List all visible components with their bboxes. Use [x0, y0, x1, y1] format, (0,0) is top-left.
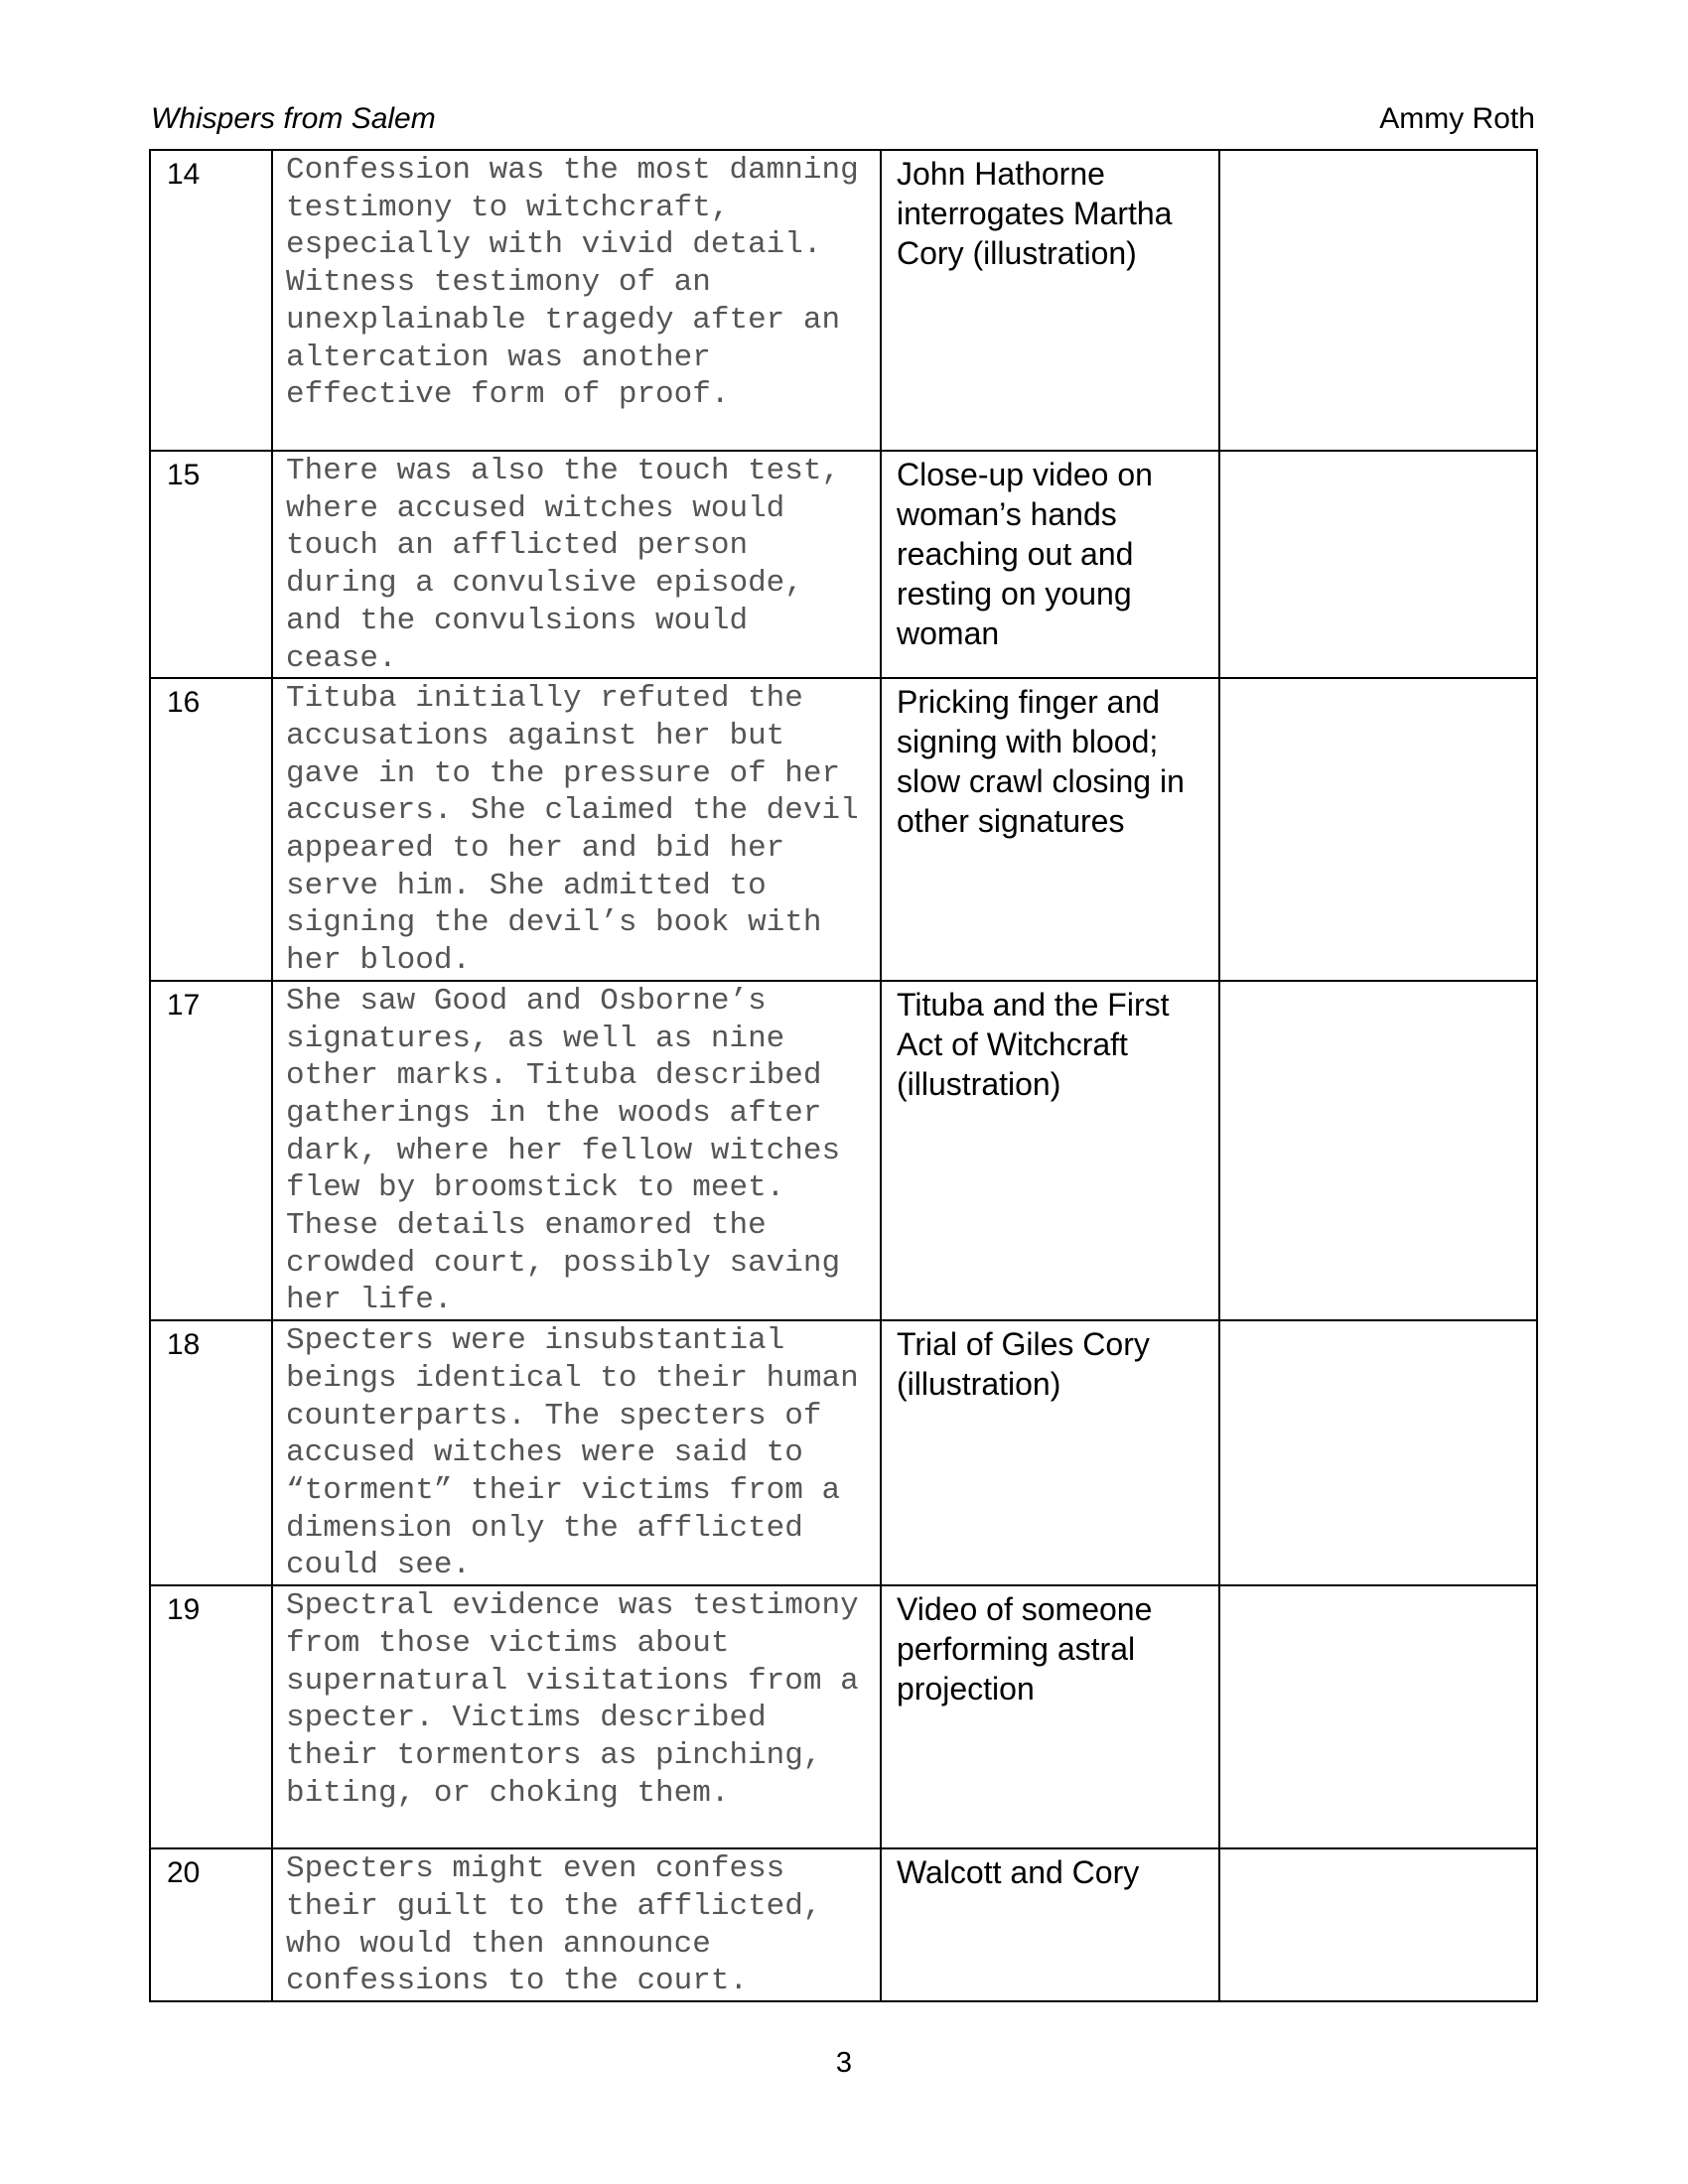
- row-number: 15: [150, 451, 272, 678]
- document-title: Whispers from Salem: [151, 102, 436, 135]
- narration-text: Tituba initially refuted the accusations against her but gave in to the pressure of her accusers. She claimed the devil appeared to her and bid her serve him. She admitted to signing the devil’s book with her blood.: [272, 678, 881, 981]
- table-row: [150, 1320, 1537, 1585]
- visual-description: Tituba and the First Act of Witchcraft (illustration): [881, 981, 1219, 1320]
- table-row: [150, 1585, 1537, 1848]
- narration-text: Specters might even confess their guilt to the afflicted, who would then announce confessions to the court.: [272, 1848, 881, 2001]
- row-number: 14: [150, 150, 272, 451]
- table-row: [150, 678, 1537, 981]
- table-row: [150, 451, 1537, 678]
- notes-cell: [1219, 1585, 1537, 1848]
- row-number: 16: [150, 678, 272, 981]
- notes-cell: [1219, 678, 1537, 981]
- narration-text: Confession was the most damning testimony to witchcraft, especially with vivid detail. Witness testimony of an unexplainable tragedy after an altercation was another effective form of proof.: [272, 150, 881, 451]
- row-number: 17: [150, 981, 272, 1320]
- table-row: [150, 150, 1537, 451]
- narration-text: She saw Good and Osborne’s signatures, as well as nine other marks. Tituba described gatherings in the woods after dark, where her fellow witches flew by broomstick to meet. These details enamored the crowded court, possibly saving her life.: [272, 981, 881, 1320]
- visual-description: Trial of Giles Cory (illustration): [881, 1320, 1219, 1585]
- table-row: [150, 1848, 1537, 2001]
- script-table: [149, 149, 1538, 2002]
- page-header: [149, 99, 1535, 139]
- visual-description: Pricking finger and signing with blood; slow crawl closing in other signatures: [881, 678, 1219, 981]
- narration-text: Spectral evidence was testimony from those victims about supernatural visitations from a specter. Victims described their tormentors as pinching, biting, or choking them.: [272, 1585, 881, 1848]
- narration-text: Specters were insubstantial beings identical to their human counterparts. The specters of accused witches were said to “torment” their victims from a dimension only the afflicted could see.: [272, 1320, 881, 1585]
- notes-cell: [1219, 1848, 1537, 2001]
- notes-cell: [1219, 451, 1537, 678]
- table-row: [150, 981, 1537, 1320]
- visual-description: Close-up video on woman’s hands reaching out and resting on young woman: [881, 451, 1219, 678]
- author-name: Ammy Roth: [1379, 102, 1535, 135]
- row-number: 19: [150, 1585, 272, 1848]
- row-number: 20: [150, 1848, 272, 2001]
- notes-cell: [1219, 150, 1537, 451]
- row-number: 18: [150, 1320, 272, 1585]
- visual-description: Walcott and Cory: [881, 1848, 1219, 2001]
- visual-description: Video of someone performing astral projection: [881, 1585, 1219, 1848]
- visual-description: John Hathorne interrogates Martha Cory (illustration): [881, 150, 1219, 451]
- narration-text: There was also the touch test, where accused witches would touch an afflicted person during a convulsive episode, and the convulsions would cease.: [272, 451, 881, 678]
- notes-cell: [1219, 981, 1537, 1320]
- notes-cell: [1219, 1320, 1537, 1585]
- page-number: 3: [835, 2047, 853, 2079]
